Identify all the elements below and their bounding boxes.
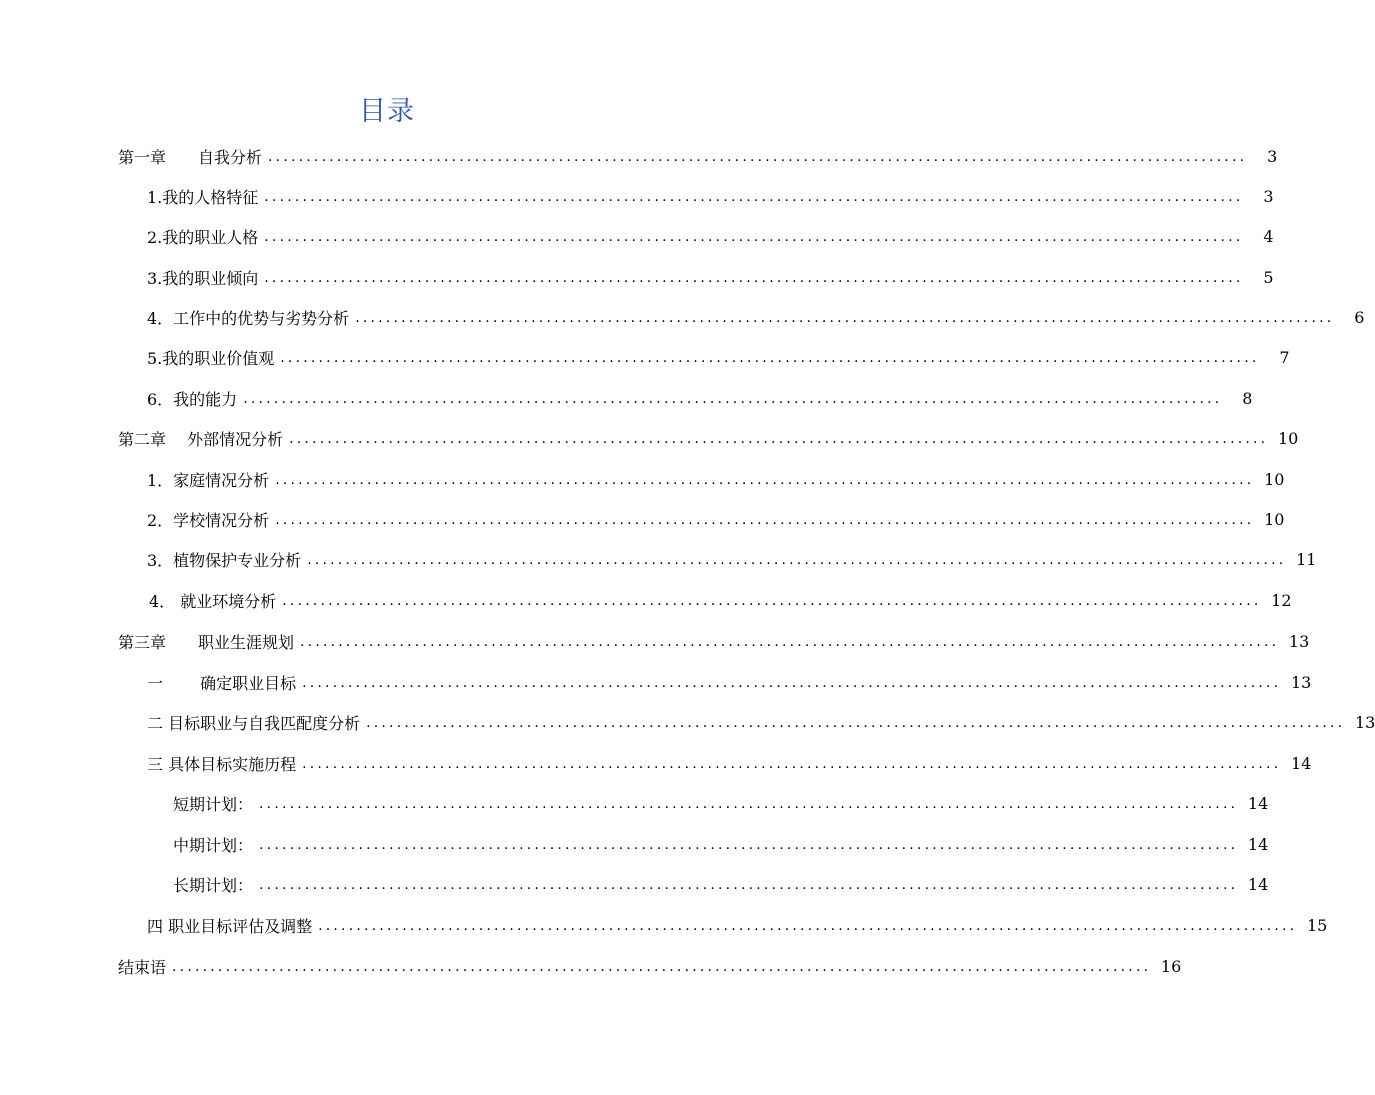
toc-page-number: 11 [1296,549,1317,569]
toc-entry-2-2[interactable] [0,499,1285,539]
toc-entry-1-2[interactable] [0,216,1274,256]
toc-entry-label: 第一章 自我分析 [118,147,263,167]
toc-entry-3-1[interactable] [0,662,1312,702]
toc-page-number: 3 [1267,146,1278,166]
toc-page-number: 10 [1264,469,1285,489]
toc-page-number: 10 [1264,509,1285,529]
toc-leader-dots: ................................................................................................................................ [282,593,1262,609]
toc-entry-label: 4．工作中的优势与劣势分析 [147,308,350,328]
toc-page-number: 10 [1277,428,1299,448]
toc-entry-2-4[interactable] [0,580,1292,620]
toc-leader-dots: ................................................................................................................................ [268,149,1248,165]
toc-leader-dots: ................................................................................................................................ [366,715,1346,731]
toc-page-number: 5 [1263,267,1274,287]
toc-entry-3-3-mid[interactable] [0,824,1269,864]
toc-entry-label: 3．植物保护专业分析 [147,550,302,570]
toc-entry-3-2[interactable] [0,702,1375,742]
toc-entry-3-3[interactable] [0,743,1312,783]
toc-entry-label: 三 具体目标实施历程 [147,754,297,774]
toc-entry-label: 2.我的职业人格 [147,227,259,247]
toc-entry-label: 第三章 职业生涯规划 [118,632,295,652]
toc-page-number: 8 [1242,388,1253,408]
toc-entry-1-3[interactable] [0,257,1274,297]
toc-leader-dots: ................................................................................................................................ [172,959,1152,975]
toc-entry-1-1[interactable] [0,176,1274,216]
toc-page-number: 14 [1247,874,1269,894]
toc-entry-label: 1．家庭情况分析 [147,470,270,490]
toc-leader-dots: ................................................................................................................................ [264,229,1244,245]
toc-leader-dots: ................................................................................................................................ [264,189,1244,205]
toc-entry-label: 长期计划： [173,875,254,895]
toc-leader-dots: ................................................................................................................................ [275,472,1255,488]
toc-entry-chapter-3[interactable] [0,621,1310,661]
toc-entry-label: 3.我的职业倾向 [147,268,259,288]
toc-entry-label: 短期计划： [173,794,254,814]
toc-page-number: 13 [1290,672,1312,692]
toc-leader-dots: ................................................................................................................................ [259,877,1239,893]
toc-entry-chapter-2[interactable] [0,418,1299,458]
toc-page-number: 15 [1306,915,1328,935]
toc-leader-dots: ................................................................................................................................ [264,270,1244,286]
toc-entry-1-4[interactable] [0,297,1365,337]
toc-leader-dots: ................................................................................................................................ [259,796,1239,812]
toc-entry-1-5[interactable] [0,337,1290,377]
toc-entry-label: 4． 就业环境分析 [149,591,277,611]
toc-leader-dots: ................................................................................................................................ [355,310,1335,326]
toc-page-number: 16 [1160,956,1182,976]
toc-entry-2-3[interactable] [0,539,1317,579]
toc-title: 目录 [359,96,415,127]
toc-entry-label: 四 职业目标评估及调整 [147,916,313,936]
toc-page-number: 7 [1279,347,1290,367]
toc-leader-dots: ................................................................................................................................ [307,552,1287,568]
toc-leader-dots: ................................................................................................................................ [280,350,1260,366]
toc-page-number: 3 [1263,186,1274,206]
toc-entry-3-3-long[interactable] [0,864,1269,904]
toc-entry-chapter-1[interactable] [0,136,1278,176]
toc-entry-label: 中期计划： [173,835,254,855]
toc-entry-3-4[interactable] [0,905,1328,945]
toc-entry-1-6[interactable] [0,378,1253,418]
toc-entry-3-3-short[interactable] [0,783,1269,823]
toc-leader-dots: ................................................................................................................................ [259,837,1239,853]
toc-entry-label: 6．我的能力 [147,389,238,409]
toc-leader-dots: ................................................................................................................................ [302,756,1282,772]
toc-leader-dots: ................................................................................................................................ [289,431,1269,447]
toc-page-number: 14 [1290,753,1312,773]
toc-entry-label: 2．学校情况分析 [147,510,270,530]
toc-leader-dots: ................................................................................................................................ [302,675,1282,691]
toc-entry-label: 结束语 [118,957,167,977]
toc-entry-conclusion[interactable] [0,946,1182,986]
toc-page-number: 12 [1271,590,1292,610]
toc-entry-label: 二 目标职业与自我匹配度分析 [147,713,361,733]
toc-leader-dots: ................................................................................................................................ [243,391,1223,407]
toc-page-number: 14 [1247,793,1269,813]
toc-entry-label: 一 确定职业目标 [147,673,297,693]
toc-page-number: 4 [1263,226,1274,246]
toc-leader-dots: ................................................................................................................................ [275,512,1255,528]
toc-page-number: 13 [1354,712,1375,732]
toc-leader-dots: ................................................................................................................................ [300,634,1280,650]
toc-page-number: 13 [1288,631,1310,651]
toc-leader-dots: ................................................................................................................................ [318,918,1298,934]
toc-entry-2-1[interactable] [0,459,1285,499]
toc-entry-label: 第二章 外部情况分析 [118,429,284,449]
toc-entry-label: 1.我的人格特征 [147,187,259,207]
toc-page-number: 14 [1247,834,1269,854]
toc-entry-label: 5.我的职业价值观 [147,348,275,368]
toc-page-number: 6 [1354,307,1365,327]
